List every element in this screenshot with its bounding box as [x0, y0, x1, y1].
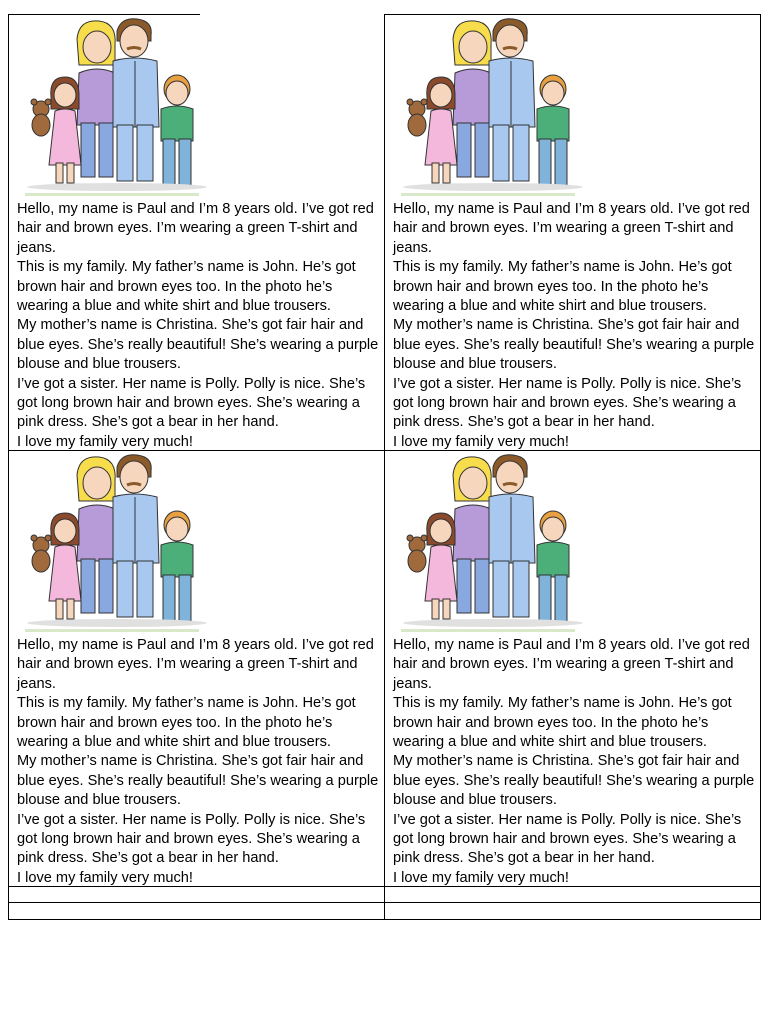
card-text: [393, 636, 755, 888]
mother-figure: [77, 457, 117, 613]
ground-shadow: [27, 183, 207, 191]
ground-shadow: [27, 619, 207, 627]
family-illustration: [17, 17, 207, 197]
paragraph-closing: I love my family very much!: [393, 869, 569, 886]
card-text: [393, 200, 755, 452]
father-figure: [113, 19, 159, 181]
paragraph-closing: I love my family very much!: [17, 433, 193, 450]
family-illustration: [393, 17, 583, 197]
paragraph-sister: I’ve got a sister. Her name is Polly. Polly is nice. She’s got long brown hair and brown eyes. She’s wearing a pink dress. She’s got a bear in her hand.: [393, 811, 742, 867]
right-border: [760, 14, 761, 920]
father-figure: [489, 455, 535, 617]
teddy-bear: [407, 99, 427, 136]
paragraph-paul: Hello, my name is Paul and I’m 8 years old. I’ve got red hair and brown eyes. I’m wearing a green T-shirt and jeans.: [393, 201, 750, 256]
paragraph-closing: I love my family very much!: [17, 869, 193, 886]
paul-figure: [161, 75, 193, 185]
card-text: [17, 200, 379, 452]
polly-figure: [425, 77, 457, 183]
watermark-strip: [25, 193, 199, 196]
father-figure: [113, 455, 159, 617]
paragraph-father: This is my family. My father’s name is John. He’s got brown hair and brown eyes too. In the photo he’s wearing a blue and white shirt and blue trousers.: [393, 695, 732, 751]
card-bottom-right: [385, 451, 757, 886]
polly-figure: [425, 513, 457, 619]
paul-figure: [537, 75, 569, 185]
paragraph-father: This is my family. My father’s name is John. He’s got brown hair and brown eyes too. In the photo he’s wearing a blue and white shirt and blue trousers.: [393, 259, 732, 315]
watermark-strip: [25, 629, 199, 632]
paragraph-sister: I’ve got a sister. Her name is Polly. Polly is nice. She’s got long brown hair and brown eyes. She’s wearing a pink dress. She’s got a bear in her hand.: [17, 375, 366, 431]
card-bottom-left: [9, 451, 381, 886]
mother-figure: [453, 21, 493, 177]
paragraph-closing: I love my family very much!: [393, 433, 569, 450]
family-illustration: [393, 453, 583, 633]
paragraph-paul: Hello, my name is Paul and I’m 8 years old. I’ve got red hair and brown eyes. I’m wearing a green T-shirt and jeans.: [393, 637, 750, 692]
teddy-bear: [407, 535, 427, 572]
paragraph-paul: Hello, my name is Paul and I’m 8 years old. I’ve got red hair and brown eyes. I’m wearing a green T-shirt and jeans.: [17, 637, 374, 692]
family-illustration: [17, 453, 207, 633]
card-top-left: [9, 15, 381, 450]
paragraph-father: This is my family. My father’s name is John. He’s got brown hair and brown eyes too. In the photo he’s wearing a blue and white shirt and blue trousers.: [17, 695, 356, 751]
polly-figure: [49, 513, 81, 619]
paragraph-mother: My mother’s name is Christina. She’s got fair hair and blue eyes. She’s really beautiful! She’s wearing a purple blouse and blue trousers.: [393, 317, 755, 373]
ground-shadow: [403, 619, 583, 627]
paragraph-mother: My mother’s name is Christina. She’s got fair hair and blue eyes. She’s really beautiful! She’s wearing a purple blouse and blue trousers.: [393, 753, 755, 809]
polly-figure: [49, 77, 81, 183]
watermark-strip: [401, 629, 575, 632]
paul-figure: [537, 511, 569, 621]
paragraph-mother: My mother’s name is Christina. She’s got fair hair and blue eyes. She’s really beautiful! She’s wearing a purple blouse and blue trousers.: [17, 317, 379, 373]
paragraph-sister: I’ve got a sister. Her name is Polly. Polly is nice. She’s got long brown hair and brown eyes. She’s wearing a pink dress. She’s got a bear in her hand.: [17, 811, 366, 867]
paragraph-paul: Hello, my name is Paul and I’m 8 years old. I’ve got red hair and brown eyes. I’m wearing a green T-shirt and jeans.: [17, 201, 374, 256]
card-text: [17, 636, 379, 888]
paragraph-sister: I’ve got a sister. Her name is Polly. Polly is nice. She’s got long brown hair and brown eyes. She’s wearing a pink dress. She’s got a bear in her hand.: [393, 375, 742, 431]
ground-shadow: [403, 183, 583, 191]
teddy-bear: [31, 535, 51, 572]
paul-figure: [161, 511, 193, 621]
paragraph-mother: My mother’s name is Christina. She’s got fair hair and blue eyes. She’s really beautiful! She’s wearing a purple blouse and blue trousers.: [17, 753, 379, 809]
watermark-strip: [401, 193, 575, 196]
teddy-bear: [31, 99, 51, 136]
paragraph-father: This is my family. My father’s name is John. He’s got brown hair and brown eyes too. In the photo he’s wearing a blue and white shirt and blue trousers.: [17, 259, 356, 315]
card-top-right: [385, 15, 757, 450]
mother-figure: [77, 21, 117, 177]
father-figure: [489, 19, 535, 181]
mother-figure: [453, 457, 493, 613]
